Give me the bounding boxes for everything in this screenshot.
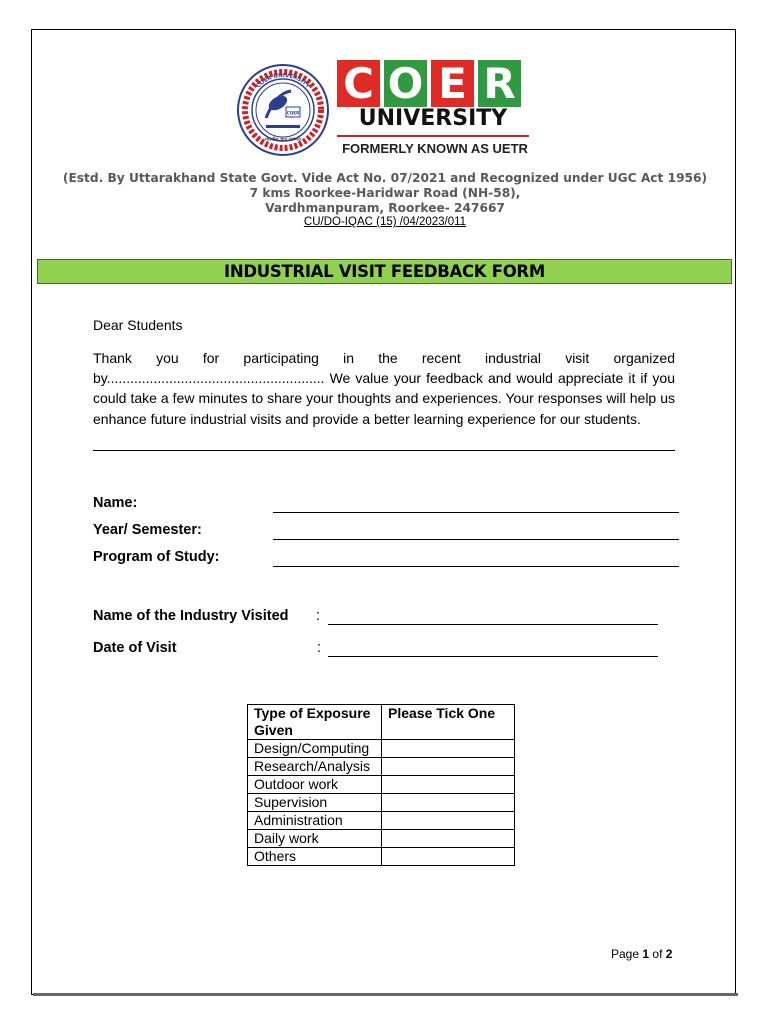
- page-word: Page: [611, 947, 640, 961]
- form-title-bar: [37, 259, 732, 284]
- total-pages: 2: [665, 947, 673, 961]
- tick-cell[interactable]: [382, 848, 515, 866]
- logo-letters: [337, 60, 521, 107]
- exposure-type-cell: Outdoor work: [248, 776, 382, 794]
- year-semester-field-line[interactable]: [273, 539, 679, 540]
- exposure-type-cell: Design/Computing: [248, 740, 382, 758]
- table-row: [248, 740, 515, 758]
- name-field-line[interactable]: [273, 512, 679, 513]
- date-label: Date of Visit: [93, 640, 177, 656]
- table-row: [248, 830, 515, 848]
- exposure-type-cell: Administration: [248, 812, 382, 830]
- coer-university-logo: [337, 60, 533, 160]
- date-colon: :: [317, 640, 322, 656]
- name-label: Name:: [93, 495, 138, 511]
- exposure-type-cell: Others: [248, 848, 382, 866]
- year-semester-label: Year/ Semester:: [93, 522, 202, 538]
- tick-cell[interactable]: [382, 740, 515, 758]
- university-seal-icon: [236, 63, 330, 157]
- table-row: [248, 848, 515, 866]
- form-title: INDUSTRIAL VISIT FEEDBACK FORM: [224, 262, 545, 281]
- reference-number: CU/DO-IQAC (15) /04/2023/011: [303, 216, 467, 228]
- program-field-line[interactable]: [273, 566, 679, 567]
- seal-motto: भारतीय ज्ञान परम्परा: [264, 137, 302, 143]
- logo-letter: R: [478, 60, 521, 107]
- logo-letter: E: [431, 60, 474, 107]
- exposure-table: [247, 704, 515, 866]
- intro-paragraph: Thank you for participating in the recent industrial visit organized by........................................................ We value your feedback and would appreciate it if you could take a few minutes to share your thoughts and experiences. Your responses will help us enhance future industrial visits and provide a better learning experience for our students.: [93, 350, 675, 427]
- tick-cell[interactable]: [382, 776, 515, 794]
- industry-field-line[interactable]: [328, 624, 658, 625]
- table-row: [248, 776, 515, 794]
- exposure-type-header: Type of Exposure Given: [248, 705, 382, 740]
- exposure-type-cell: Supervision: [248, 794, 382, 812]
- logo-letter: C: [337, 60, 380, 107]
- program-label: Program of Study:: [93, 549, 220, 565]
- table-row: [248, 794, 515, 812]
- page-shadow: [33, 993, 738, 996]
- tick-cell[interactable]: [382, 830, 515, 848]
- seal-top-text: COER UNIVERSITY: [255, 72, 311, 90]
- exposure-table-header: [248, 705, 515, 740]
- logo-letter: O: [384, 60, 427, 107]
- tick-header: Please Tick One: [382, 705, 515, 740]
- table-row: [248, 758, 515, 776]
- table-row: [248, 812, 515, 830]
- industry-label: Name of the Industry Visited: [93, 608, 289, 624]
- intro-underline: [93, 450, 675, 451]
- tick-cell[interactable]: [382, 758, 515, 776]
- tick-cell[interactable]: [382, 794, 515, 812]
- estd-line-1: (Estd. By Uttarakhand State Govt. Vide Act No. 07/2021 and Recognized under UGC Act 1956): [62, 171, 708, 185]
- of-word: of: [652, 947, 663, 961]
- exposure-type-cell: Daily work: [248, 830, 382, 848]
- exposure-type-cell: Research/Analysis: [248, 758, 382, 776]
- estd-line-2: 7 kms Roorkee-Haridwar Road (NH-58),: [249, 186, 521, 200]
- page-footer: [611, 947, 672, 961]
- exposure-table-body: [248, 740, 515, 866]
- logo-university-text: UNIVERSITY: [358, 106, 508, 131]
- industry-colon: :: [316, 608, 321, 624]
- estd-line-3: Vardhmanpuram, Roorkee- 247667: [265, 201, 505, 215]
- seal-center-text: COER: [286, 110, 300, 116]
- tick-cell[interactable]: [382, 812, 515, 830]
- current-page: 1: [642, 947, 650, 961]
- date-field-line[interactable]: [328, 656, 658, 657]
- salutation: Dear Students: [93, 317, 183, 333]
- logo-divider: [337, 135, 529, 137]
- logo-formerly-text: FORMERLY KNOWN AS UETR: [342, 141, 528, 156]
